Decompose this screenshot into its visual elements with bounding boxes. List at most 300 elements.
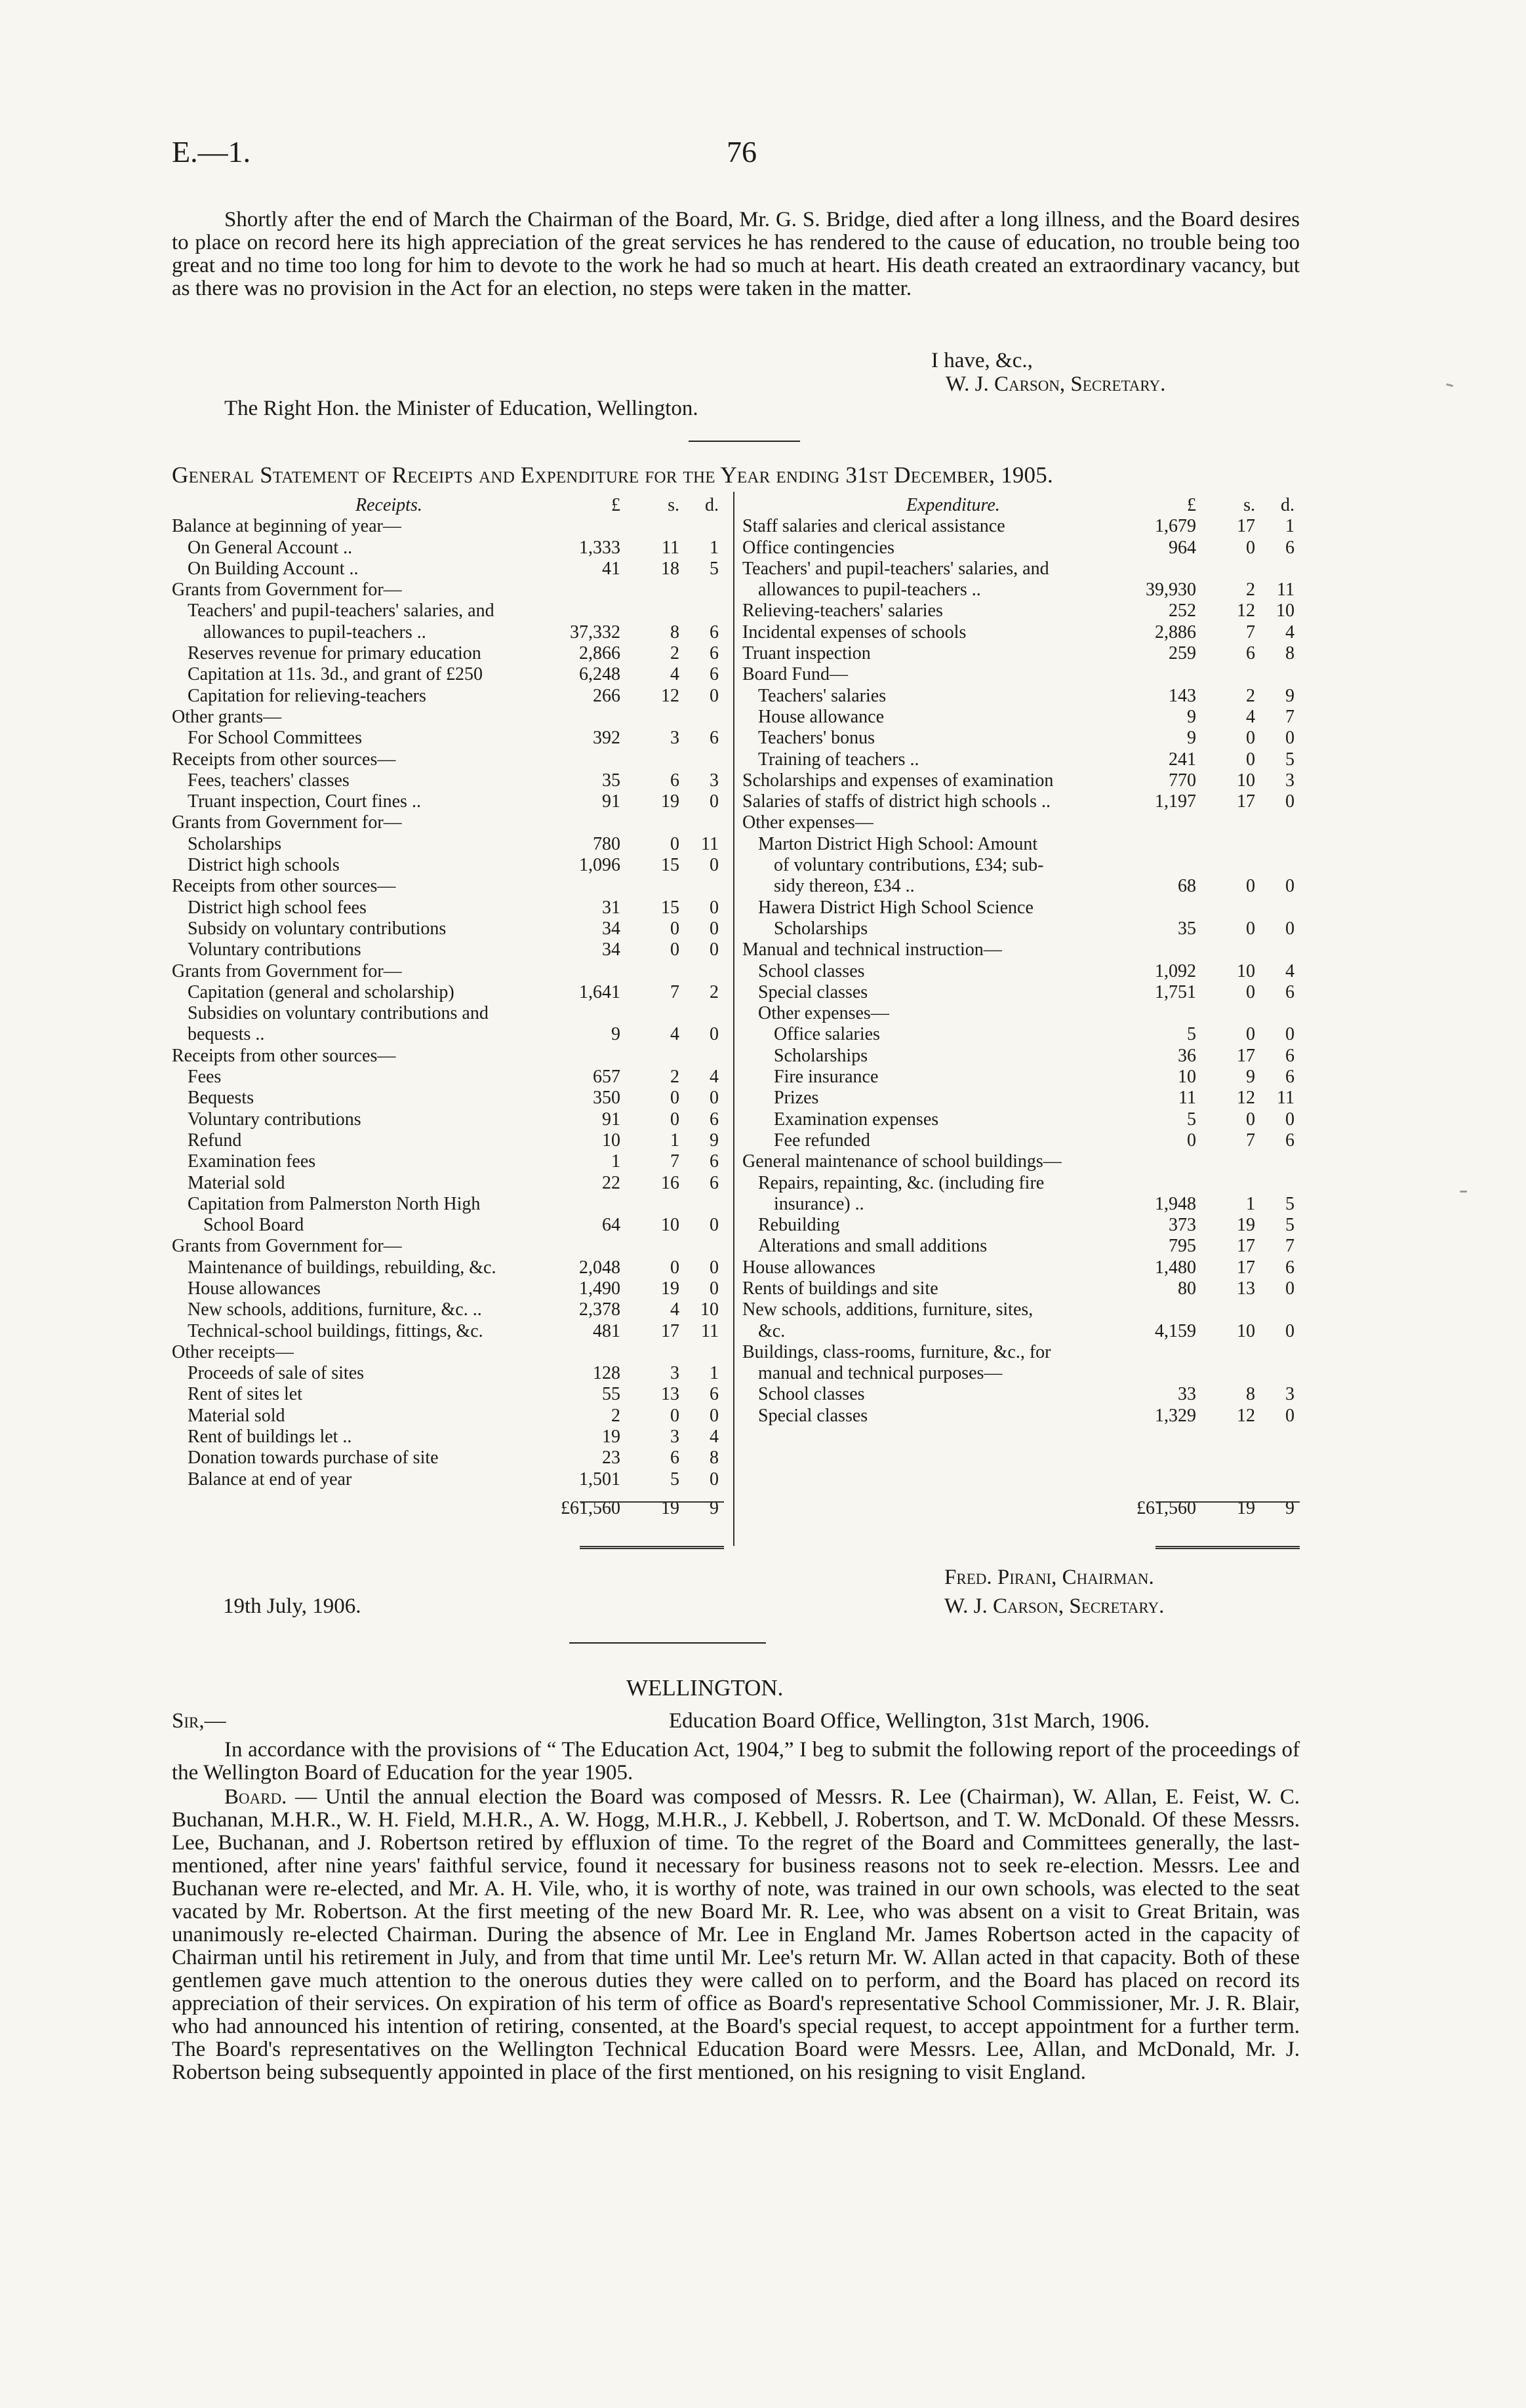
receipts-row: [172, 1321, 723, 1342]
receipts-label: Receipts from other sources—: [172, 749, 396, 770]
expenditure-amount-pence: 0: [1285, 1024, 1295, 1045]
receipts-amount-pounds: 91: [602, 1109, 620, 1130]
expenditure-label: Repairs, repainting, &c. (including fire: [758, 1172, 1045, 1193]
expenditure-row: [742, 918, 1298, 939]
expenditure-label: Prizes: [774, 1088, 819, 1109]
receipts-amount-pence: 0: [710, 1405, 719, 1426]
receipts-row: [172, 707, 723, 728]
receipts-label: bequests ..: [188, 1024, 265, 1045]
pence-header: d.: [1281, 495, 1295, 515]
receipts-label: Material sold: [188, 1172, 285, 1193]
receipts-total-pence: 9: [710, 1497, 719, 1518]
expenditure-row: [742, 812, 1298, 833]
receipts-row: [172, 1384, 723, 1405]
expenditure-row: [742, 961, 1298, 982]
expenditure-label: insurance) ..: [774, 1193, 864, 1214]
receipts-amount-pence: 0: [710, 1469, 719, 1490]
receipts-row: [172, 664, 723, 685]
expenditure-amount-shillings: 9: [1246, 1067, 1255, 1088]
expenditure-row: [742, 1173, 1298, 1194]
receipts-amount-pence: 11: [701, 1320, 719, 1341]
expenditure-row: [742, 664, 1298, 685]
receipts-amount-pounds: 10: [602, 1130, 620, 1151]
expenditure-amount-pounds: 1,480: [1155, 1257, 1196, 1278]
receipts-row: [172, 961, 723, 982]
expenditure-label: Salaries of staffs of district high schools ..: [742, 791, 1051, 812]
receipts-amount-pence: 8: [710, 1448, 719, 1469]
receipts-row: [172, 1088, 723, 1109]
expenditure-row: [742, 1321, 1298, 1342]
expenditure-amount-pounds: 1,751: [1155, 981, 1196, 1002]
receipts-amount-shillings: 13: [661, 1384, 679, 1405]
receipts-heading: Receipts.: [355, 495, 422, 515]
expenditure-row: [742, 1342, 1298, 1363]
receipts-label: School Board: [203, 1215, 304, 1236]
receipts-amount-shillings: 0: [670, 939, 679, 960]
expenditure-amount-pounds: 0: [1187, 1130, 1196, 1151]
expenditure-amount-pence: 6: [1285, 981, 1295, 1002]
receipts-label: Grants from Government for—: [172, 812, 402, 833]
receipts-label: Proceeds of sale of sites: [188, 1363, 365, 1384]
pence-header: d.: [705, 495, 719, 515]
expenditure-amount-pounds: 143: [1169, 685, 1196, 706]
receipts-label: House allowances: [188, 1278, 321, 1299]
receipts-label: On General Account ..: [188, 537, 353, 558]
receipts-amount-pence: 0: [710, 897, 719, 918]
expenditure-row: [742, 1130, 1298, 1151]
expenditure-row: [742, 1257, 1298, 1278]
receipts-amount-pence: 6: [710, 622, 719, 642]
expenditure-row: [742, 876, 1298, 897]
receipts-amount-pounds: 22: [602, 1172, 620, 1193]
expenditure-label: Fire insurance: [774, 1067, 879, 1088]
receipts-label: Grants from Government for—: [172, 1236, 402, 1257]
receipts-amount-pence: 4: [710, 1427, 719, 1448]
expenditure-amount-shillings: 0: [1246, 876, 1255, 897]
expenditure-amount-shillings: 0: [1246, 918, 1255, 939]
expenditure-label: Office salaries: [774, 1024, 880, 1045]
closing-line: I have, &c.,: [931, 349, 1033, 372]
receipts-amount-pounds: 91: [602, 791, 620, 812]
receipts-amount-shillings: 7: [670, 981, 679, 1002]
receipts-amount-pounds: 34: [602, 939, 620, 960]
expenditure-amount-pence: 1: [1285, 516, 1295, 537]
receipts-label: Maintenance of buildings, rebuilding, &c.: [188, 1257, 496, 1278]
board-text: — Until the annual election the Board was composed of Messrs. R. Lee (Chairman), W. Allan, E. Feist, W. C. Buchanan, M.H.R., W. H. Field, M.H.R., A. W. Hogg, M.H.R., J. Kebbell, J. Robertson, and T. W. McDonald. Of these Messrs. Lee, Buchanan, and J. Robertson retired by effluxion of time. To the regret of the Board and Committees generally, the last-mentioned, after nine years' faithful service, found it necessary for business reasons not to seek re-election. Messrs. Lee and Buchanan were re-elected, and Mr. A. H. Vile, who, it is worthy of note, was trained in our own schools, was elected to the seat vacated by Mr. Robertson. At the first meeting of the new Board Mr. R. Lee, who was absent on a visit to Great Britain, was unanimously re-elected Chairman. During the absence of Mr. Lee in England Mr. James Robertson acted in the capacity of Chairman until his retirement in July, and from that time until Mr. Lee's return Mr. W. Allan acted in that capacity. Both of these gentlemen gave much attention to the onerous duties they were called on to perform, and the Board has placed on record its appreciation of their services. On expiration of his term of office as Board's representative School Commissioner, Mr. J. R. Blair, who had announced his intention of retiring, consented, at the Board's special request, to accept appointment for a further term. The Board's representatives on the Wellington Technical Education Board were Messrs. Lee, Allan, and McDonald, Mr. J. Robertson being subsequently appointed in place of the first mentioned, on his resigning to visit England.: [172, 1785, 1300, 2084]
expenditure-amount-shillings: 12: [1237, 1088, 1255, 1109]
receipts-amount-pence: 11: [701, 833, 719, 854]
expenditure-amount-shillings: 10: [1237, 1320, 1255, 1341]
receipts-label: Balance at end of year: [188, 1469, 352, 1490]
receipts-row: [172, 1130, 723, 1151]
receipts-amount-pounds: 2,048: [579, 1257, 620, 1278]
expenditure-row: [742, 601, 1298, 622]
receipts-amount-shillings: 0: [670, 918, 679, 939]
receipts-amount-pounds: 1,333: [579, 537, 620, 558]
receipts-amount-pence: 0: [710, 939, 719, 960]
expenditure-amount-pence: 5: [1285, 749, 1295, 770]
receipts-row: [172, 855, 723, 876]
receipts-amount-shillings: 10: [661, 1215, 679, 1236]
receipts-row: [172, 1342, 723, 1363]
expenditure-row: [742, 1194, 1298, 1215]
expenditure-amount-shillings: 17: [1237, 791, 1255, 812]
receipts-amount-pounds: 350: [593, 1088, 620, 1109]
receipts-amount-shillings: 4: [670, 1024, 679, 1045]
shillings-header: s.: [1243, 495, 1255, 515]
receipts-label: Other grants—: [172, 706, 282, 727]
shillings-header: s.: [668, 495, 679, 515]
receipts-amount-shillings: 2: [670, 643, 679, 664]
receipts-label: Refund: [188, 1130, 242, 1151]
expenditure-row: [742, 580, 1298, 601]
expenditure-row: [742, 749, 1298, 770]
receipts-amount-shillings: 2: [670, 1067, 679, 1088]
receipts-label: Reserves revenue for primary education: [188, 643, 481, 664]
expenditure-amount-pounds: 259: [1169, 643, 1196, 664]
expenditure-label: sidy thereon, £34 ..: [774, 876, 915, 897]
receipts-amount-pence: 6: [710, 728, 719, 749]
receipts-label: Rent of sites let: [188, 1384, 302, 1405]
expenditure-total-pence: 9: [1285, 1497, 1295, 1518]
receipts-label: Voluntary contributions: [188, 939, 361, 960]
intro-paragraph: Shortly after the end of March the Chairman of the Board, Mr. G. S. Bridge, died after a long illness, and the Board desires to place on record here its high appreciation of the great services he has rendered to the cause of education, no trouble being too great and no time too long for him to devote to the work he had so much at heart. His death created an extraordinary vacancy, but as there was no provision in the Act for an election, no steps were taken in the matter.: [172, 208, 1300, 300]
receipts-table: [172, 495, 723, 1536]
statement-title: General Statement of Receipts and Expenditure for the Year ending 31st December, 1905.: [172, 462, 1053, 488]
expenditure-label: &c.: [758, 1320, 786, 1341]
expenditure-amount-shillings: 17: [1237, 1045, 1255, 1066]
receipts-amount-shillings: 16: [661, 1172, 679, 1193]
expenditure-amount-shillings: 7: [1246, 1130, 1255, 1151]
receipts-amount-pounds: 1: [611, 1151, 620, 1172]
expenditure-row: [742, 939, 1298, 960]
expenditure-amount-pounds: 241: [1169, 749, 1196, 770]
receipts-amount-shillings: 12: [661, 685, 679, 706]
receipts-amount-shillings: 3: [670, 1427, 679, 1448]
receipts-label: Donation towards purchase of site: [188, 1448, 439, 1469]
expenditure-label: Special classes: [758, 981, 868, 1002]
expenditure-row: [742, 707, 1298, 728]
expenditure-amount-pounds: 795: [1169, 1236, 1196, 1257]
receipts-label: Material sold: [188, 1405, 285, 1426]
expenditure-label: Relieving-teachers' salaries: [742, 601, 943, 622]
receipts-row: [172, 1236, 723, 1257]
expenditure-row: [742, 622, 1298, 643]
page-reference: E.—1.: [172, 135, 251, 168]
expenditure-label: manual and technical purposes—: [758, 1363, 1003, 1384]
receipts-amount-pounds: 55: [602, 1384, 620, 1405]
expenditure-total-shillings: 19: [1237, 1497, 1255, 1518]
chairman-signature: Fred. Pirani, Chairman.: [944, 1566, 1154, 1589]
receipts-amount-pence: 0: [710, 1257, 719, 1278]
receipts-amount-pounds: 34: [602, 918, 620, 939]
expenditure-amount-pounds: 36: [1178, 1045, 1196, 1066]
expenditure-amount-pounds: 11: [1178, 1088, 1196, 1109]
pounds-header: £: [1187, 495, 1196, 515]
expenditure-label: School classes: [758, 1384, 865, 1405]
expenditure-label: Scholarships: [774, 1045, 868, 1066]
receipts-amount-pounds: 23: [602, 1448, 620, 1469]
receipts-amount-pounds: 657: [593, 1067, 620, 1088]
receipts-label: Other receipts—: [172, 1341, 294, 1362]
receipts-amount-shillings: 17: [661, 1320, 679, 1341]
receipts-amount-pence: 0: [710, 918, 719, 939]
receipts-label: Examination fees: [188, 1151, 316, 1172]
expenditure-amount-pounds: 5: [1187, 1024, 1196, 1045]
receipts-amount-pounds: 2,378: [579, 1299, 620, 1320]
receipts-row: [172, 1427, 723, 1448]
receipts-amount-pounds: 2,866: [579, 643, 620, 664]
receipts-amount-pounds: 266: [593, 685, 620, 706]
receipts-amount-pounds: 1,096: [579, 855, 620, 876]
receipts-amount-shillings: 4: [670, 664, 679, 685]
receipts-amount-pence: 0: [710, 1088, 719, 1109]
receipts-row: [172, 834, 723, 855]
expenditure-row: [742, 1384, 1298, 1405]
expenditure-amount-pence: 11: [1277, 1088, 1295, 1109]
expenditure-amount-pence: 5: [1285, 1193, 1295, 1214]
expenditure-amount-pence: 0: [1285, 1405, 1295, 1426]
receipts-row: [172, 1299, 723, 1320]
receipts-amount-shillings: 3: [670, 728, 679, 749]
secretary-signature-2: W. J. Carson, Secretary.: [944, 1594, 1165, 1618]
expenditure-amount-pence: 3: [1285, 1384, 1295, 1405]
receipts-row: [172, 749, 723, 770]
receipts-amount-pence: 9: [710, 1130, 719, 1151]
margin-mark: -: [1442, 367, 1458, 398]
receipts-row: [172, 1448, 723, 1469]
expenditure-amount-shillings: 0: [1246, 1109, 1255, 1130]
receipts-amount-pounds: 1,501: [579, 1469, 620, 1490]
expenditure-amount-shillings: 6: [1246, 643, 1255, 664]
receipts-label: Subsidy on voluntary contributions: [188, 918, 447, 939]
expenditure-amount-pounds: 39,930: [1146, 580, 1196, 601]
pounds-header: £: [611, 495, 620, 515]
expenditure-label: Staff salaries and clerical assistance: [742, 516, 1005, 537]
expenditure-row: [742, 686, 1298, 707]
expenditure-label: Incidental expenses of schools: [742, 622, 967, 642]
receipts-amount-pounds: 780: [593, 833, 620, 854]
receipts-amount-pence: 6: [710, 664, 719, 685]
receipts-amount-shillings: 0: [670, 833, 679, 854]
expenditure-label: Other expenses—: [758, 1003, 889, 1024]
receipts-row: [172, 918, 723, 939]
receipts-label: Capitation from Palmerston North High: [188, 1193, 481, 1214]
expenditure-label: of voluntary contributions, £34; sub-: [774, 855, 1044, 876]
expenditure-total-rule: [1155, 1546, 1300, 1549]
receipts-label: Fees, teachers' classes: [188, 770, 350, 791]
receipts-row: [172, 1257, 723, 1278]
expenditure-amount-pounds: 33: [1178, 1384, 1196, 1405]
receipts-label: District high schools: [188, 855, 340, 876]
expenditure-row: [742, 1109, 1298, 1130]
expenditure-amount-pence: 6: [1285, 537, 1295, 558]
receipts-amount-pence: 6: [710, 643, 719, 664]
receipts-row: [172, 770, 723, 791]
expenditure-amount-pounds: 9: [1187, 706, 1196, 727]
expenditure-amount-pence: 8: [1285, 643, 1295, 664]
expenditure-amount-pounds: 252: [1169, 601, 1196, 622]
expenditure-amount-pence: 6: [1285, 1067, 1295, 1088]
expenditure-label: Scholarships: [774, 918, 868, 939]
expenditure-label: Special classes: [758, 1405, 868, 1426]
expenditure-label: Examination expenses: [774, 1109, 939, 1130]
expenditure-amount-pounds: 4,159: [1155, 1320, 1196, 1341]
expenditure-label: Truant inspection: [742, 643, 871, 664]
expenditure-row: [742, 516, 1298, 537]
expenditure-amount-shillings: 0: [1246, 537, 1255, 558]
expenditure-row: [742, 1363, 1298, 1384]
receipts-amount-shillings: 7: [670, 1151, 679, 1172]
receipts-amount-shillings: 8: [670, 622, 679, 642]
expenditure-label: Marton District High School: Amount: [758, 833, 1038, 854]
statement-date: 19th July, 1906.: [223, 1594, 361, 1618]
receipts-amount-pounds: 128: [593, 1363, 620, 1384]
expenditure-row: [742, 1003, 1298, 1024]
receipts-amount-pence: 4: [710, 1067, 719, 1088]
expenditure-row: [742, 559, 1298, 580]
expenditure-label: Office contingencies: [742, 537, 894, 558]
expenditure-amount-pounds: 373: [1169, 1215, 1196, 1236]
receipts-row: [172, 622, 723, 643]
receipts-amount-pence: 0: [710, 855, 719, 876]
expenditure-label: General maintenance of school buildings—: [742, 1151, 1062, 1172]
receipts-amount-pence: 3: [710, 770, 719, 791]
receipts-label: Subsidies on voluntary contributions and: [188, 1003, 489, 1024]
receipts-row: [172, 643, 723, 664]
expenditure-amount-pence: 0: [1285, 1109, 1295, 1130]
receipts-label: Voluntary contributions: [188, 1109, 361, 1130]
expenditure-row: [742, 1151, 1298, 1172]
expenditure-label: Rents of buildings and site: [742, 1278, 938, 1299]
expenditure-amount-shillings: 0: [1246, 728, 1255, 749]
expenditure-label: Buildings, class-rooms, furniture, &c., for: [742, 1341, 1051, 1362]
receipts-row: [172, 1173, 723, 1194]
expenditure-amount-shillings: 4: [1246, 706, 1255, 727]
receipts-amount-pounds: 9: [611, 1024, 620, 1045]
receipts-label: For School Committees: [188, 728, 362, 749]
expenditure-row: [742, 982, 1298, 1003]
expenditure-label: Rebuilding: [758, 1215, 840, 1236]
receipts-amount-shillings: 19: [661, 1278, 679, 1299]
expenditure-row: [742, 643, 1298, 664]
receipts-row: [172, 601, 723, 622]
expenditure-amount-pence: 0: [1285, 1278, 1295, 1299]
expenditure-label: Manual and technical instruction—: [742, 939, 1002, 960]
expenditure-row: [742, 770, 1298, 791]
receipts-label: Fees: [188, 1067, 222, 1088]
expenditure-amount-pounds: 1,948: [1155, 1193, 1196, 1214]
receipts-total-rule: [580, 1546, 724, 1549]
receipts-label: allowances to pupil-teachers ..: [203, 622, 426, 642]
expenditure-amount-pence: 5: [1285, 1215, 1295, 1236]
expenditure-amount-shillings: 17: [1237, 1257, 1255, 1278]
expenditure-amount-pounds: 1,197: [1155, 791, 1196, 812]
receipts-row: [172, 1151, 723, 1172]
expenditure-label: Training of teachers ..: [758, 749, 919, 770]
receipts-label: Grants from Government for—: [172, 580, 402, 601]
expenditure-amount-shillings: 19: [1237, 1215, 1255, 1236]
receipts-row: [172, 1067, 723, 1088]
expenditure-amount-pounds: 5: [1187, 1109, 1196, 1130]
receipts-amount-pounds: 481: [593, 1320, 620, 1341]
receipts-sum-rule: [580, 1501, 724, 1503]
expenditure-amount-pence: 0: [1285, 876, 1295, 897]
receipts-row: [172, 876, 723, 897]
receipts-label: District high school fees: [188, 897, 367, 918]
receipts-amount-pounds: 37,332: [570, 622, 620, 642]
expenditure-label: New schools, additions, furniture, sites,: [742, 1299, 1034, 1320]
receipts-amount-shillings: 15: [661, 855, 679, 876]
expenditure-amount-shillings: 13: [1237, 1278, 1255, 1299]
receipts-amount-pounds: 41: [602, 558, 620, 579]
receipts-row: [172, 1278, 723, 1299]
expenditure-amount-shillings: 10: [1237, 770, 1255, 791]
expenditure-amount-pounds: 2,886: [1155, 622, 1196, 642]
receipts-amount-pence: 0: [710, 1278, 719, 1299]
receipts-row: [172, 898, 723, 918]
receipts-label: Receipts from other sources—: [172, 1045, 396, 1066]
expenditure-row: [742, 1024, 1298, 1045]
expenditure-amount-pounds: 9: [1187, 728, 1196, 749]
section-divider: [689, 441, 800, 442]
expenditure-label: Teachers' salaries: [758, 685, 887, 706]
receipts-amount-shillings: 0: [670, 1405, 679, 1426]
receipts-amount-pence: 1: [710, 1363, 719, 1384]
receipts-row: [172, 516, 723, 537]
expenditure-amount-shillings: 1: [1246, 1193, 1255, 1214]
receipts-label: Capitation for relieving-teachers: [188, 685, 426, 706]
receipts-row: [172, 559, 723, 580]
expenditure-amount-pence: 3: [1285, 770, 1295, 791]
secretary-signature: W. J. Carson, Secretary.: [946, 372, 1166, 396]
expenditure-amount-shillings: 17: [1237, 1236, 1255, 1257]
expenditure-label: Teachers' and pupil-teachers' salaries, and: [742, 558, 1049, 579]
receipts-row: [172, 1469, 723, 1490]
receipts-row: [172, 1003, 723, 1024]
receipts-amount-shillings: 18: [661, 558, 679, 579]
receipts-amount-pounds: 1,641: [579, 981, 620, 1002]
receipts-amount-shillings: 5: [670, 1469, 679, 1490]
receipts-amount-pounds: 64: [602, 1215, 620, 1236]
receipts-label: Bequests: [188, 1088, 254, 1109]
expenditure-row: [742, 834, 1298, 855]
expenditure-amount-shillings: 7: [1246, 622, 1255, 642]
receipts-row: [172, 728, 723, 749]
expenditure-amount-shillings: 12: [1237, 601, 1255, 622]
receipts-amount-pence: 6: [710, 1109, 719, 1130]
receipts-amount-pence: 6: [710, 1151, 719, 1172]
expenditure-amount-pounds: 1,329: [1155, 1405, 1196, 1426]
receipts-label: Capitation at 11s. 3d., and grant of £250: [188, 664, 483, 685]
receipts-total-shillings: 19: [661, 1497, 679, 1518]
receipts-row: [172, 1046, 723, 1067]
expenditure-amount-pounds: 1,092: [1155, 960, 1196, 981]
expenditure-amount-pence: 11: [1277, 580, 1295, 601]
receipts-row: [172, 1024, 723, 1045]
receipts-row: [172, 791, 723, 812]
receipts-row: [172, 1109, 723, 1130]
expenditure-amount-shillings: 12: [1237, 1405, 1255, 1426]
expenditure-row: [742, 1236, 1298, 1257]
receipts-label: On Building Account ..: [188, 558, 359, 579]
receipts-row: [172, 1363, 723, 1384]
receipts-amount-shillings: 4: [670, 1299, 679, 1320]
expenditure-amount-pounds: 35: [1178, 918, 1196, 939]
section-divider-2: [569, 1642, 766, 1644]
expenditure-label: Board Fund—: [742, 664, 848, 685]
expenditure-amount-pence: 0: [1285, 728, 1295, 749]
